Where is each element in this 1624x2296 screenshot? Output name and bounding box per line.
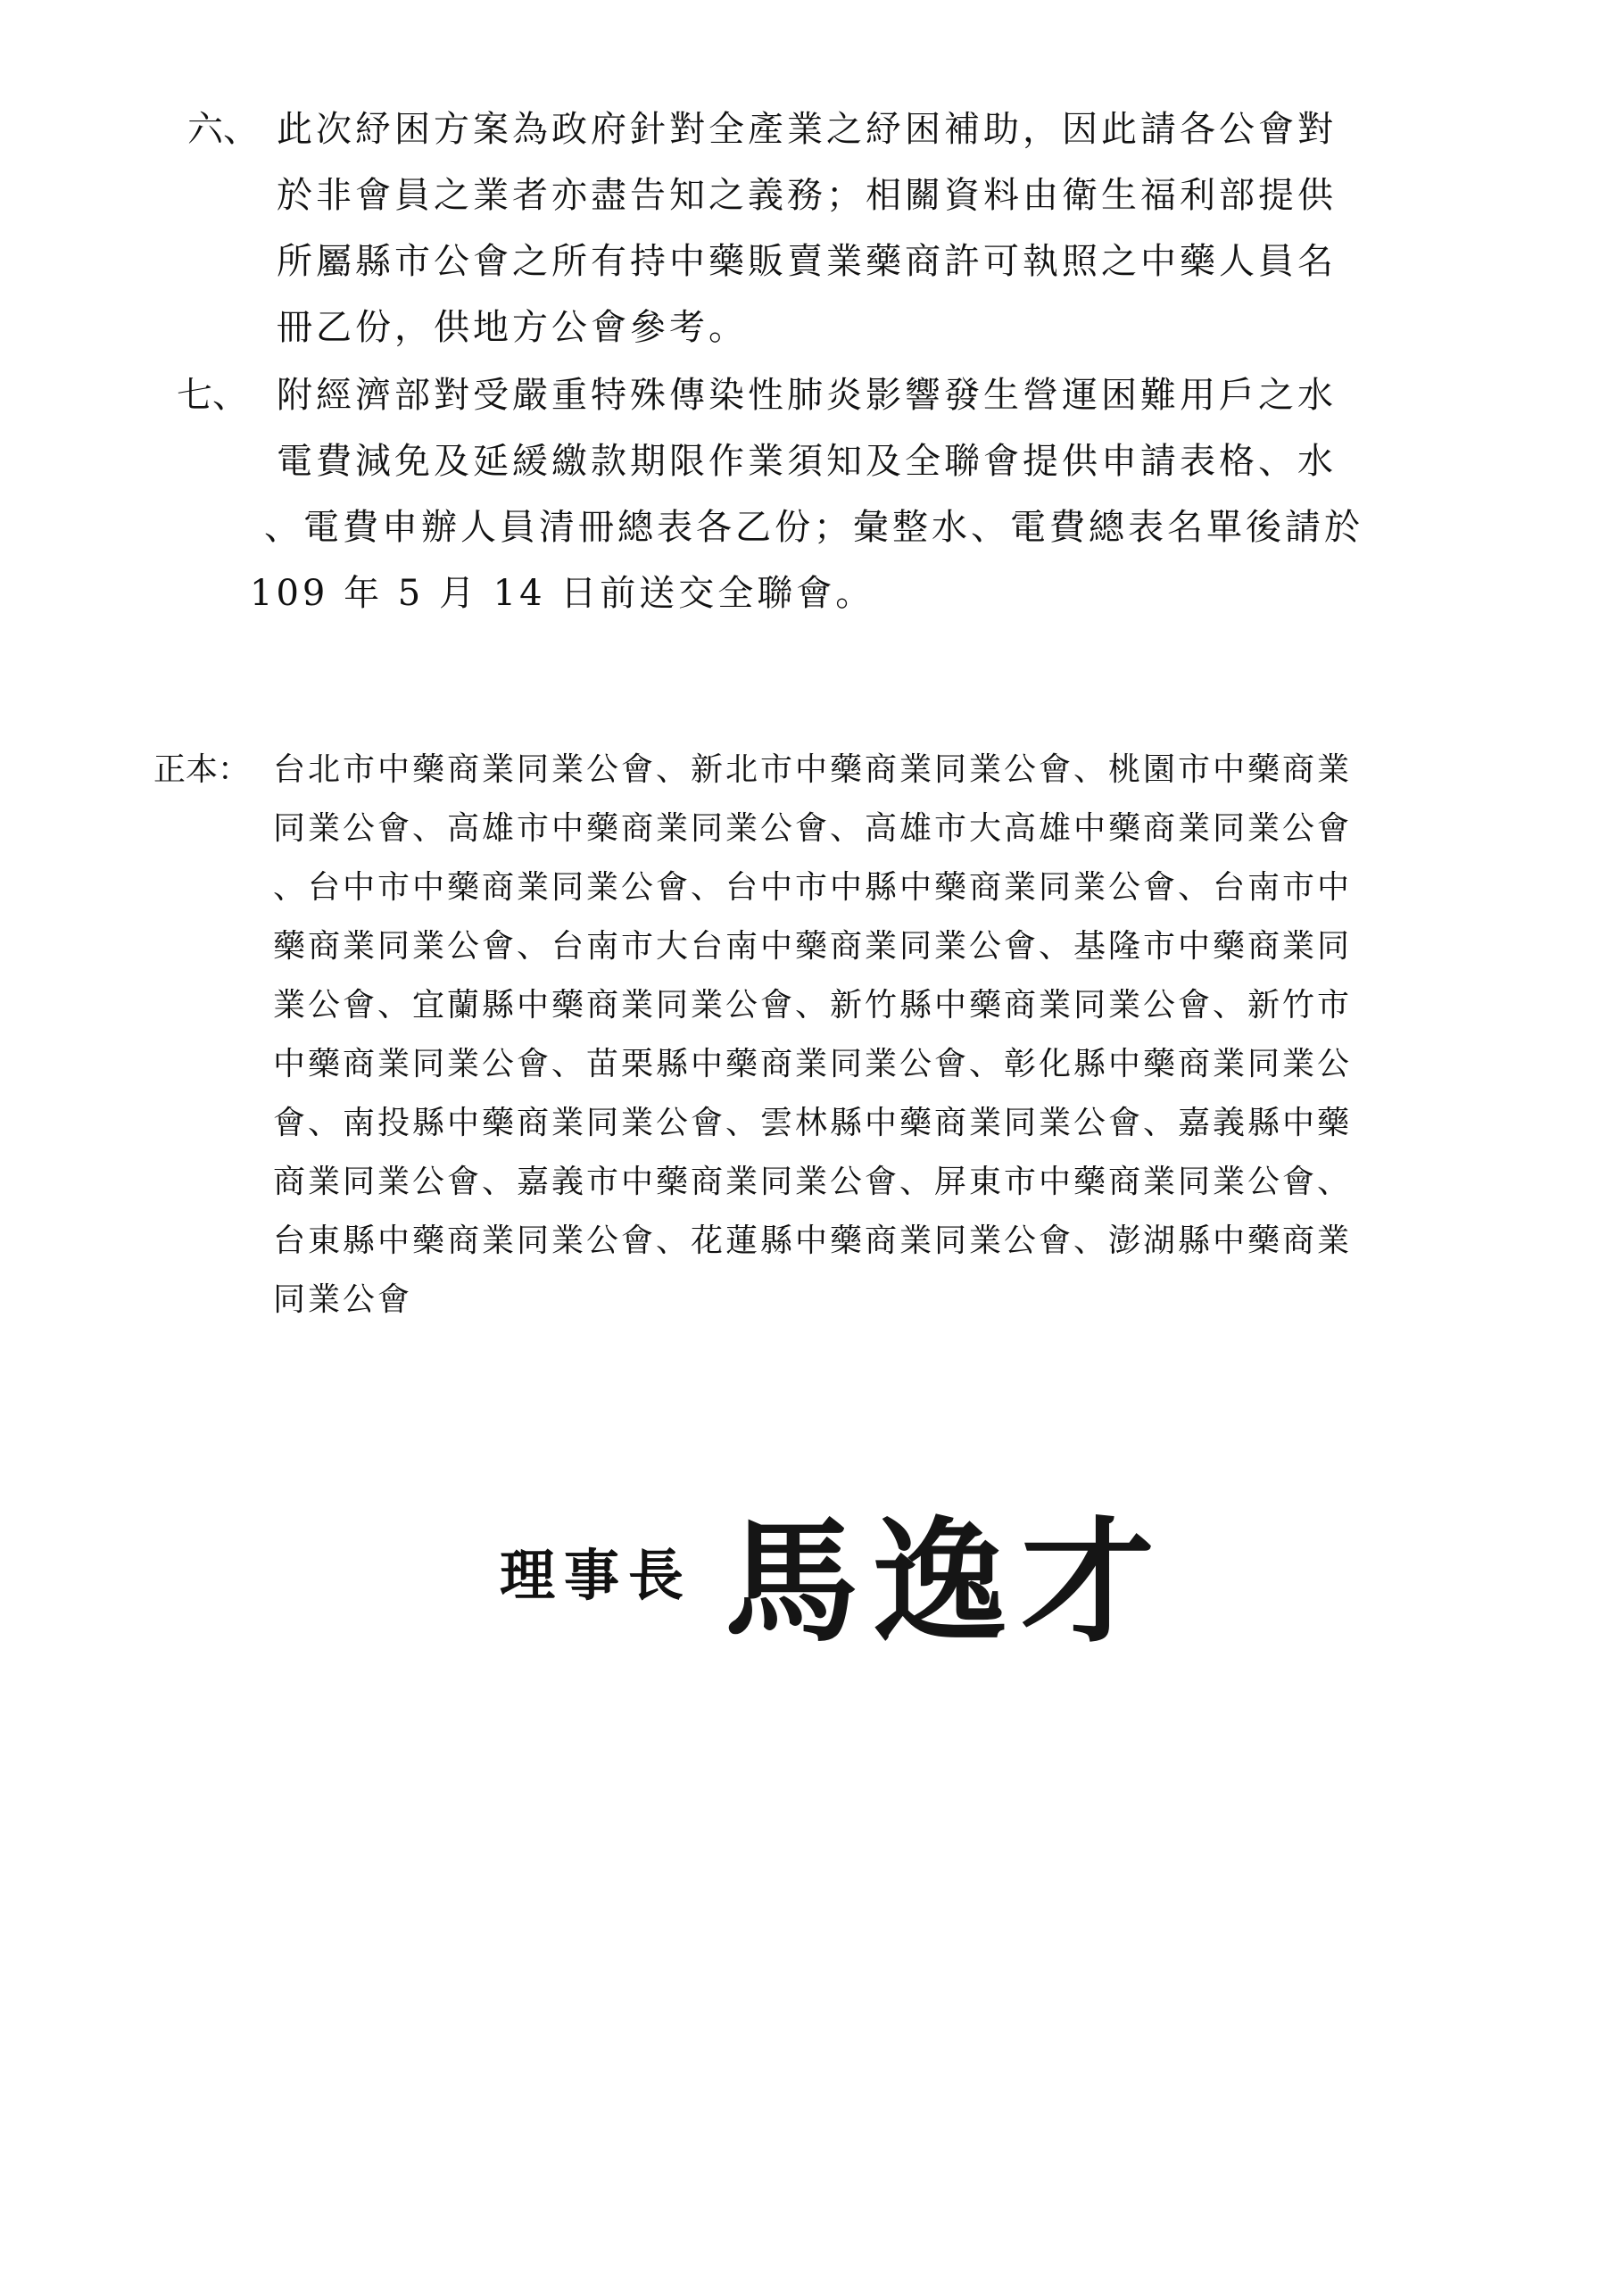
- item-seven: [177, 362, 1462, 626]
- copies-line: 商業同業公會、嘉義市中藥商業同業公會、屏東市中藥商業同業公會、: [273, 1164, 1353, 1200]
- item-line: 、電費申辦人員清冊總表各乙份；彙整水、電費總表名單後請於: [264, 507, 1363, 548]
- copies-line: 台東縣中藥商業同業公會、花蓮縣中藥商業同業公會、澎湖縣中藥商業: [273, 1223, 1353, 1259]
- item-line: 電費減免及延緩繳款期限作業須知及全聯會提供申請表格、水: [277, 441, 1337, 482]
- item-body: [277, 96, 1472, 361]
- copies-line: 藥商業同業公會、台南市大台南中藥商業同業公會、基隆市中藥商業同: [273, 928, 1353, 965]
- signature-name: 馬逸才: [725, 1504, 1170, 1661]
- item-number: 六、: [187, 109, 259, 150]
- item-body: [250, 362, 1462, 626]
- copies-line: 會、南投縣中藥商業同業公會、雲林縣中藥商業同業公會、嘉義縣中藥: [273, 1105, 1353, 1141]
- item-line: 於非會員之業者亦盡告知之義務；相關資料由衛生福利部提供: [277, 175, 1337, 216]
- item-line: 冊乙份，供地方公會參考。: [277, 307, 748, 348]
- item-line: 109 年 5 月 14 日前送交全聯會。: [250, 573, 875, 614]
- item-six: [187, 96, 1472, 361]
- item-number: 七、: [177, 375, 248, 416]
- copies-line: 同業公會、高雄市中藥商業同業公會、高雄市大高雄中藥商業同業公會: [273, 810, 1353, 847]
- copies-line: 中藥商業同業公會、苗栗縣中藥商業同業公會、彰化縣中藥商業同業公: [273, 1046, 1353, 1082]
- copies-line: 同業公會: [273, 1281, 413, 1318]
- copies-label: 正本：: [153, 751, 251, 788]
- copies-recipients: [153, 741, 1492, 1330]
- copies-line: 業公會、宜蘭縣中藥商業同業公會、新竹縣中藥商業同業公會、新竹市: [273, 987, 1353, 1024]
- copies-line: 、台中市中藥商業同業公會、台中市中縣中藥商業同業公會、台南市中: [273, 869, 1353, 906]
- item-line: 附經濟部對受嚴重特殊傳染性肺炎影響發生營運困難用戶之水: [277, 375, 1337, 416]
- item-line: 所屬縣市公會之所有持中藥販賣業藥商許可執照之中藥人員名: [277, 241, 1337, 282]
- copies-body: [273, 741, 1492, 1330]
- copies-line: 台北市中藥商業同業公會、新北市中藥商業同業公會、桃園市中藥商業: [273, 751, 1353, 788]
- signature-title: 理事長: [500, 1542, 693, 1608]
- item-line: 此次紓困方案為政府針對全產業之紓困補助，因此請各公會對: [277, 109, 1337, 150]
- signature-block: [500, 1481, 1285, 1660]
